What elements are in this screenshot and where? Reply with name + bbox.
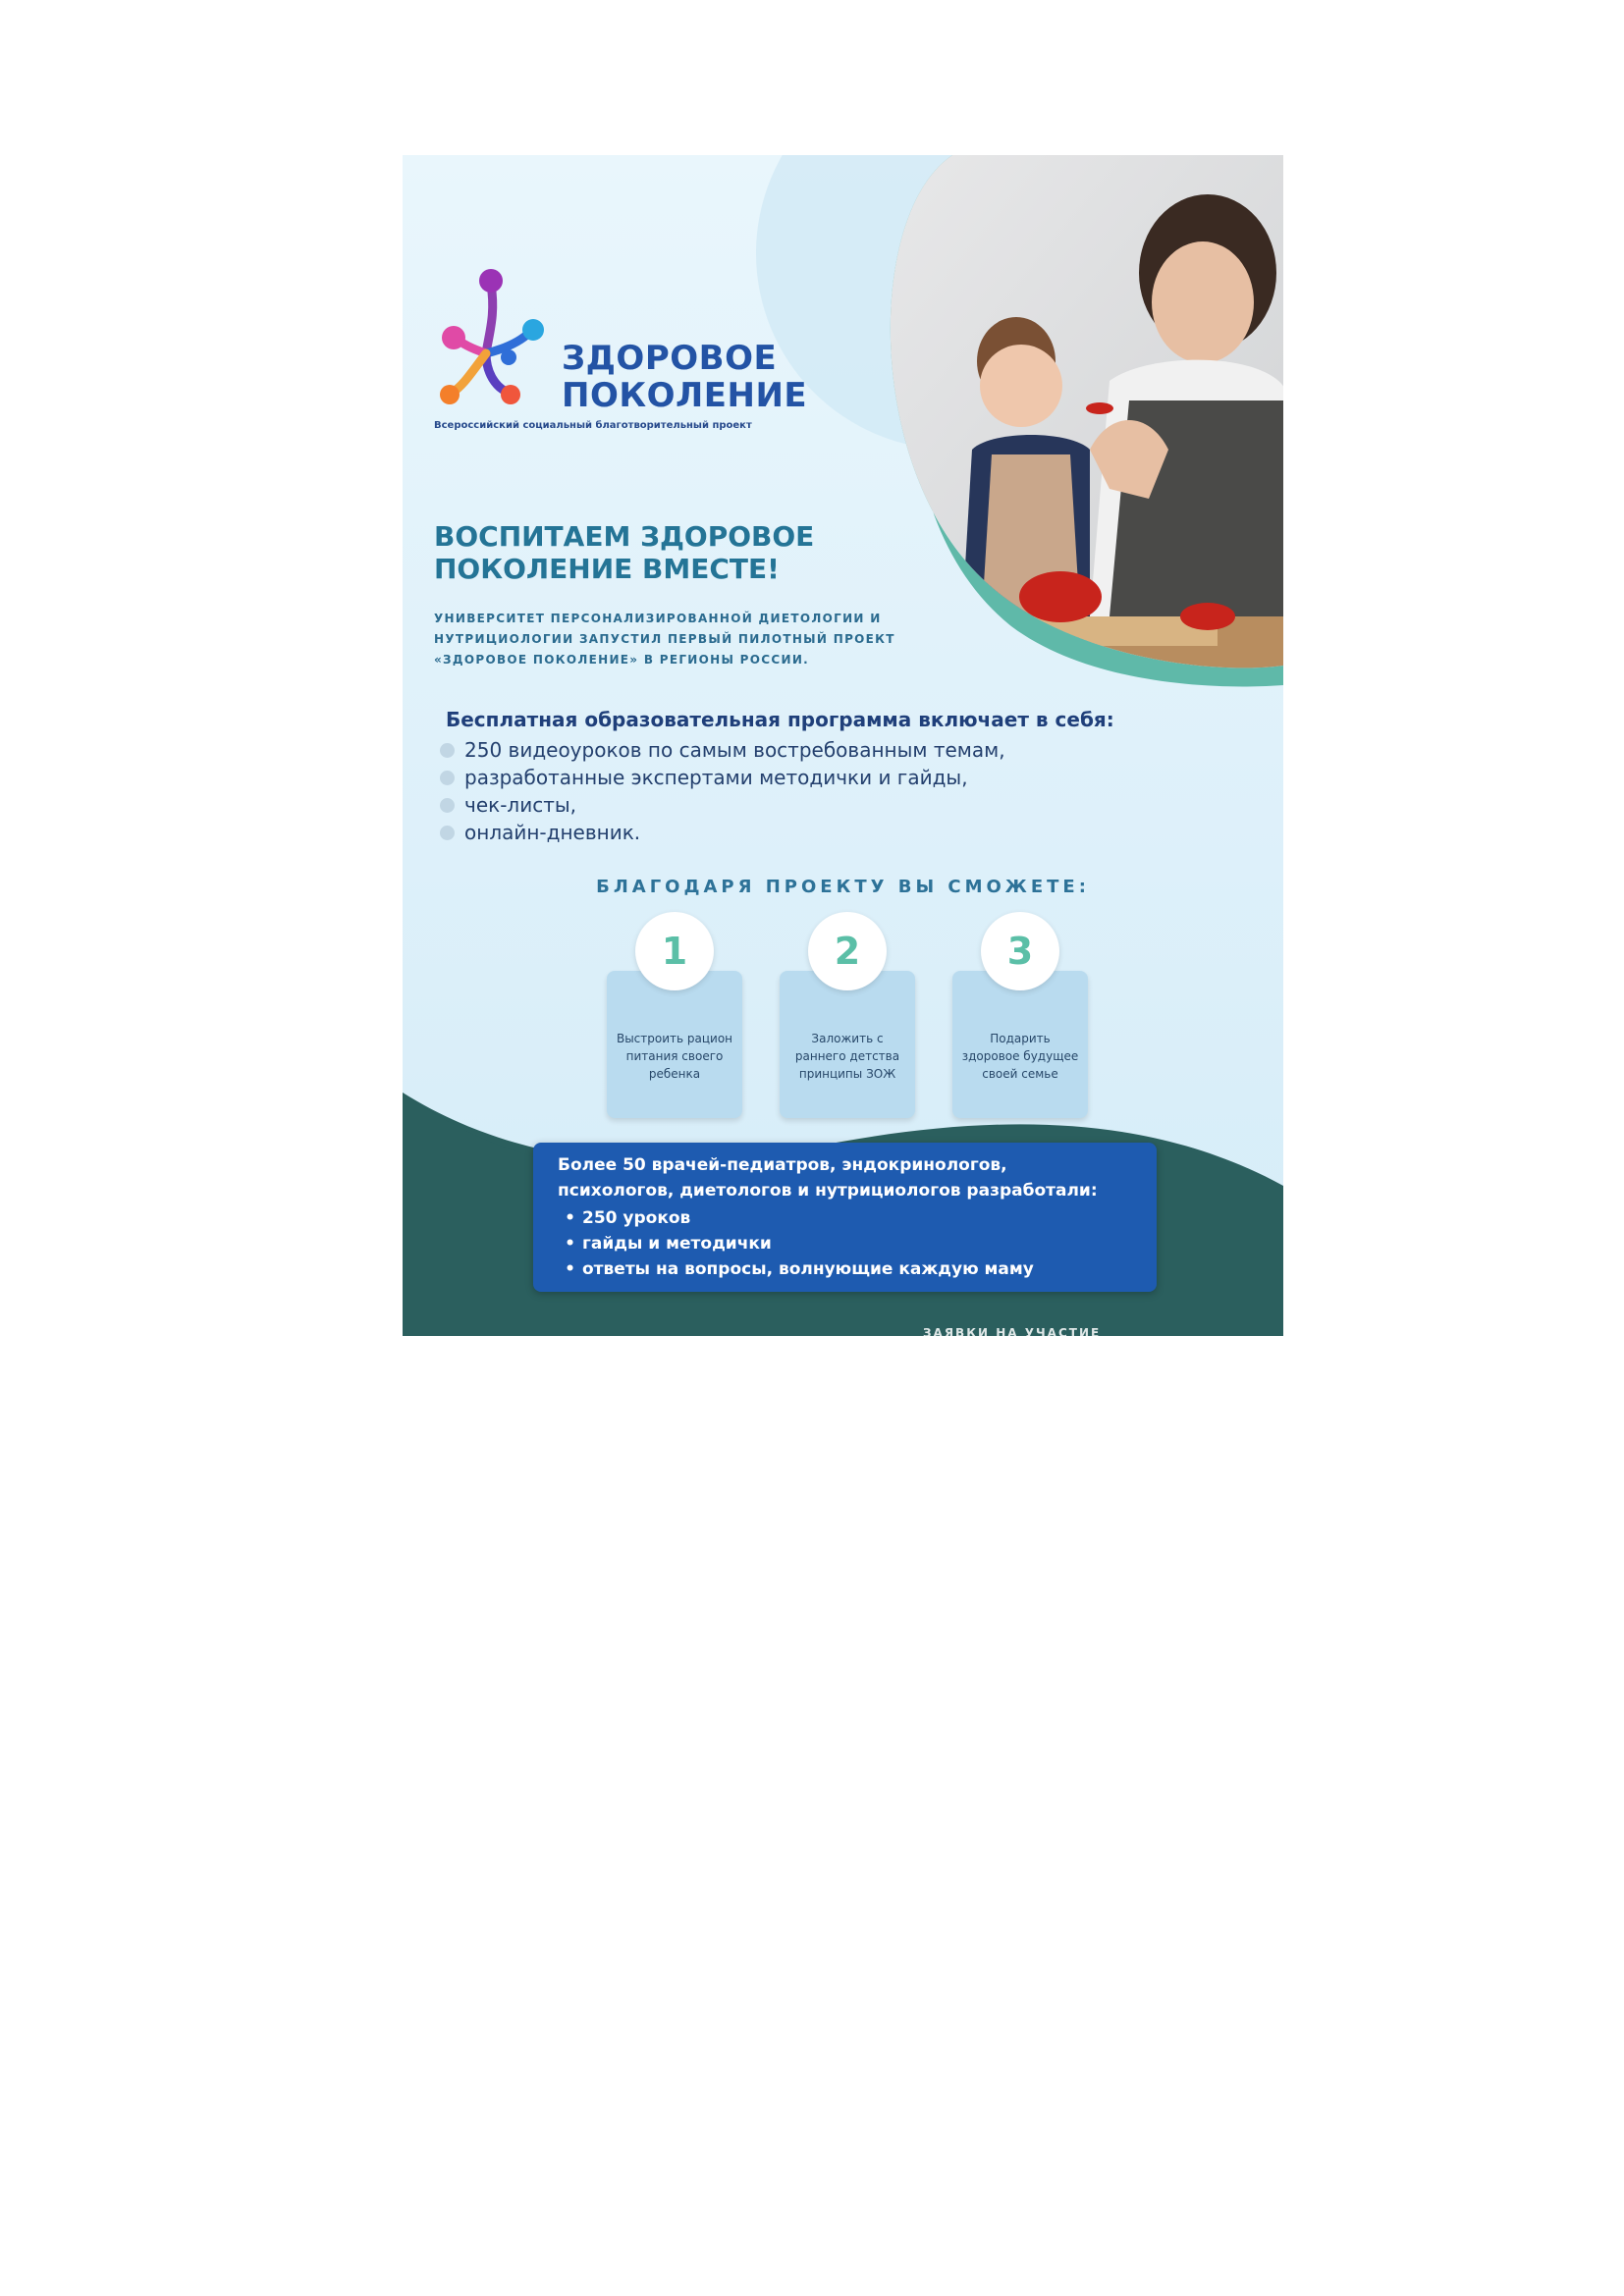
list-item [440,791,1005,819]
step-number: 2 [808,912,887,990]
benefit-steps [607,912,1088,1128]
bottom-cropped-text: ЗАЯВКИ НА УЧАСТИЕ [923,1326,1102,1336]
page-headline [434,520,886,585]
experts-item-text: ответы на вопросы, волнующие каждую маму [582,1259,1034,1279]
headline-line1: ВОСПИТАЕМ ЗДОРОВОЕ [434,520,815,553]
program-item-text: онлайн-дневник. [464,821,641,844]
experts-heading [558,1152,1147,1203]
experts-info-box [533,1143,1157,1292]
list-item [558,1205,1034,1231]
experts-item-text: гайды и методички [582,1234,772,1254]
program-item-text: разработанные экспертами методички и гайды, [464,766,968,789]
list-item [558,1231,1034,1256]
intro-line2: НУТРИЦИОЛОГИИ ЗАПУСТИЛ ПЕРВЫЙ ПИЛОТНЫЙ ПРОЕКТ [434,632,895,646]
step-text: Подарить здоровое будущее своей семье [961,1032,1079,1081]
bullet-dot-icon [440,798,455,813]
project-logo-icon [432,265,560,412]
list-item [440,819,1005,846]
intro-text [434,609,945,670]
experts-item-text: 250 уроков [582,1208,691,1228]
bullet-icon: • [565,1208,575,1228]
program-title: Бесплатная образовательная программа включает в себя: [446,708,1114,731]
program-item-text: 250 видеоуроков по самым востребованным темам, [464,738,1005,762]
brand-title [562,340,807,414]
step-number: 3 [981,912,1059,990]
benefit-step-3 [952,912,1088,1128]
step-number: 1 [635,912,714,990]
benefit-step-2 [780,912,915,1128]
step-text: Заложить с раннего детства принципы ЗОЖ [794,1032,900,1081]
bullet-dot-icon [440,743,455,758]
intro-line1: УНИВЕРСИТЕТ ПЕРСОНАЛИЗИРОВАННОЙ ДИЕТОЛОГИИ И [434,612,882,625]
poster [403,155,1283,1336]
intro-line3: «ЗДОРОВОЕ ПОКОЛЕНИЕ» В РЕГИОНЫ РОССИИ. [434,653,810,667]
benefit-step-1 [607,912,742,1128]
bullet-dot-icon [440,771,455,785]
step-text: Выстроить рацион питания своего ребенка [616,1032,733,1081]
experts-list [558,1205,1034,1282]
list-item [440,764,1005,791]
brand-subtitle: Всероссийский социальный благотворительный проект [434,420,752,431]
benefits-title: БЛАГОДАРЯ ПРОЕКТУ ВЫ СМОЖЕТЕ: [596,877,1090,897]
program-list [440,736,1005,846]
experts-line1: Более 50 врачей-педиатров, эндокринологов, [558,1155,1007,1175]
headline-line2: ПОКОЛЕНИЕ ВМЕСТЕ! [434,553,780,585]
program-item-text: чек-листы, [464,793,576,817]
bullet-icon: • [565,1234,575,1254]
experts-line2: психологов, диетологов и нутрициологов разработали: [558,1181,1098,1201]
brand-name-line1: ЗДОРОВОЕ [562,339,778,378]
list-item [440,736,1005,764]
bullet-icon: • [565,1259,575,1279]
brand-name-line2: ПОКОЛЕНИЕ [562,376,808,415]
bullet-dot-icon [440,826,455,840]
list-item [558,1256,1034,1282]
